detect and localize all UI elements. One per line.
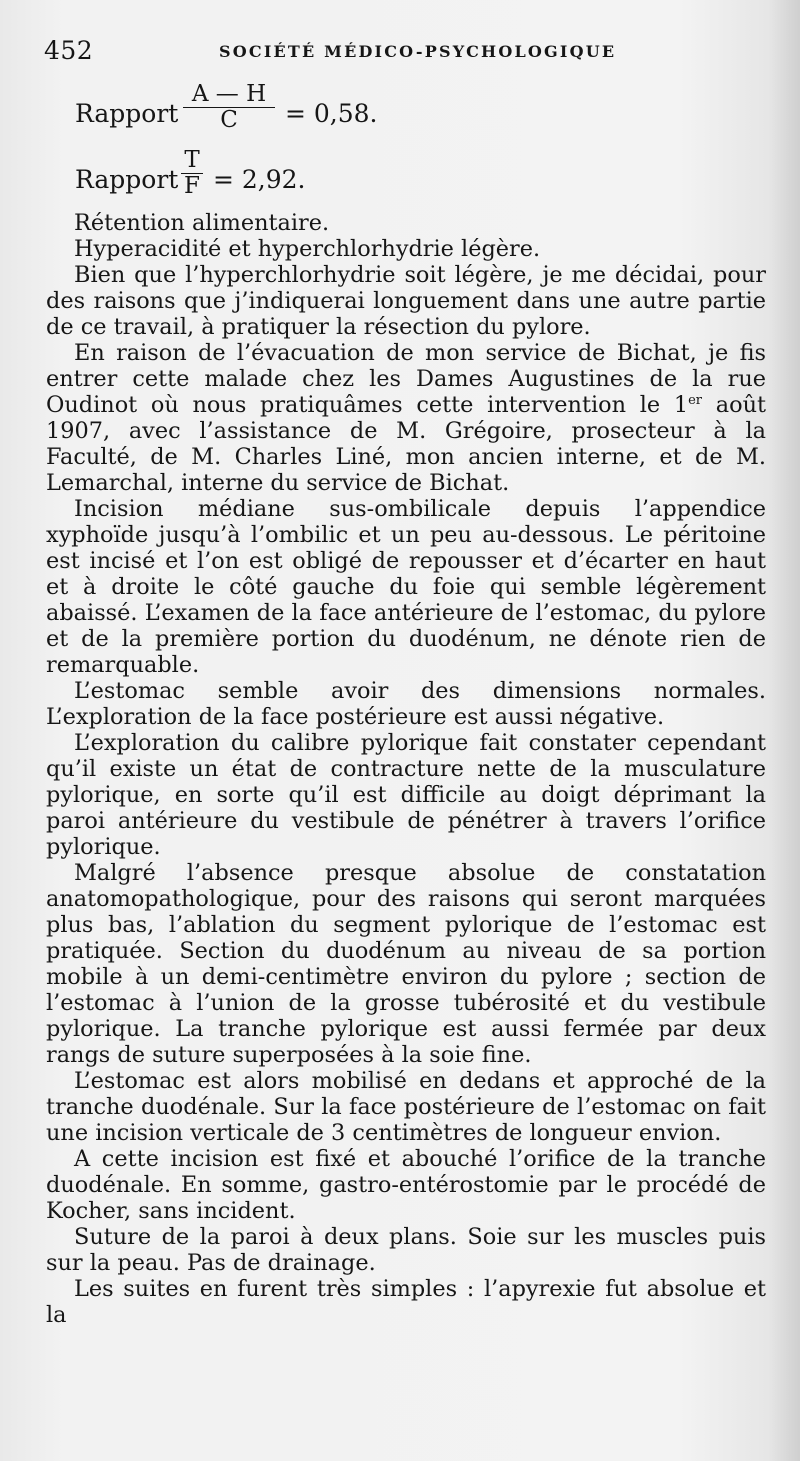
running-head: SOCIÉTÉ MÉDICO-PSYCHOLOGIQUE — [219, 42, 617, 61]
paragraph: L’estomac semble avoir des dimensions normales. L’exploration de la face postérieure est aussi négative. — [46, 678, 766, 730]
ratio-label: Rapport — [75, 99, 179, 128]
paragraph: Bien que l’hyperchlorhydrie soit légère, je me décidai, pour des raisons que j’indiquerai longuement dans une autre partie de ce travail, à pratiquer la résection du pylore. — [46, 262, 766, 340]
ratio-value: = 2,92. — [213, 165, 306, 194]
paragraph: Incision médiane sus-ombilicale depuis l’appendice xyphoïde jusqu’à l’ombilic et un peu au-dessous. Le péritoine est incisé et l’on est obligé de repousser et d’écarter en haut et à droite le côté gauche du foie qui semble légèrement abaissé. L’examen de la face antérieure de l’estomac, du pylore et de la première portion du duodénum, ne dénote rien de remarquable. — [46, 496, 766, 678]
fraction-numerator: A — H — [191, 81, 267, 107]
ratio-value: = 0,58. — [285, 99, 378, 128]
paragraph: Hyperacidité et hyperchlorhydrie légère. — [74, 236, 541, 262]
paragraph-text: En raison de l’évacuation de mon service de Bichat, je fis entrer cette malade chez les Dames Augustines de la rue Oudinot où nous pratiquâmes cette intervention le 1 — [46, 340, 766, 418]
fraction — [181, 148, 203, 197]
paragraph: Les suites en furent très simples : l’apyrexie fut absolue et la — [46, 1276, 766, 1328]
paragraph: Suture de la paroi à deux plans. Soie sur les muscles puis sur la peau. Pas de drainage. — [46, 1224, 766, 1276]
ratio-label: Rapport — [75, 165, 179, 194]
paragraph-with-date — [46, 340, 766, 496]
page-header — [44, 36, 764, 72]
paragraph: L’exploration du calibre pylorique fait constater cependant qu’il existe un état de contracture nette de la musculature pylorique, en sorte qu’il est difficile au doigt déprimant la paroi antérieure du vestibule de pénétrer à travers l’orifice pylorique. — [46, 730, 766, 860]
ratio-formula-2 — [75, 148, 675, 202]
ordinal-superscript: er — [688, 393, 703, 408]
paragraph-text-rest: août 1907, avec l’assistance de M. Grégoire, prosecteur à la Faculté, de M. Charles Liné, mon ancien interne, et de M. Lemarchal, interne du service de Bichat. — [46, 392, 766, 496]
fraction-denominator: F — [184, 173, 200, 199]
fraction-numerator: T — [184, 147, 200, 173]
page-number: 452 — [44, 36, 94, 65]
paragraph: Rétention alimentaire. — [74, 210, 330, 236]
paragraph: L’estomac est alors mobilisé en dedans et approché de la tranche duodénale. Sur la face postérieure de l’estomac on fait une incision verticale de 3 centimètres de longueur envion. — [46, 1068, 766, 1146]
fraction — [183, 82, 275, 131]
ratio-formula-1 — [75, 82, 675, 136]
paragraph: Malgré l’absence presque absolue de constatation anatomopathologique, pour des raisons qui seront marquées plus bas, l’ablation du segment pylorique de l’estomac est pratiquée. Section du duodénum au niveau de sa portion mobile à un demi-centimètre environ du pylore ; section de l’estomac à l’union de la grosse tubérosité et du vestibule pylorique. La tranche pylorique est aussi fermée par deux rangs de suture superposées à la soie fine. — [46, 860, 766, 1068]
body-text — [46, 210, 766, 1328]
paragraph: A cette incision est fixé et abouché l’orifice de la tranche duodénale. En somme, gastro-entérostomie par le procédé de Kocher, sans incident. — [46, 1146, 766, 1224]
fraction-denominator: C — [220, 107, 238, 133]
